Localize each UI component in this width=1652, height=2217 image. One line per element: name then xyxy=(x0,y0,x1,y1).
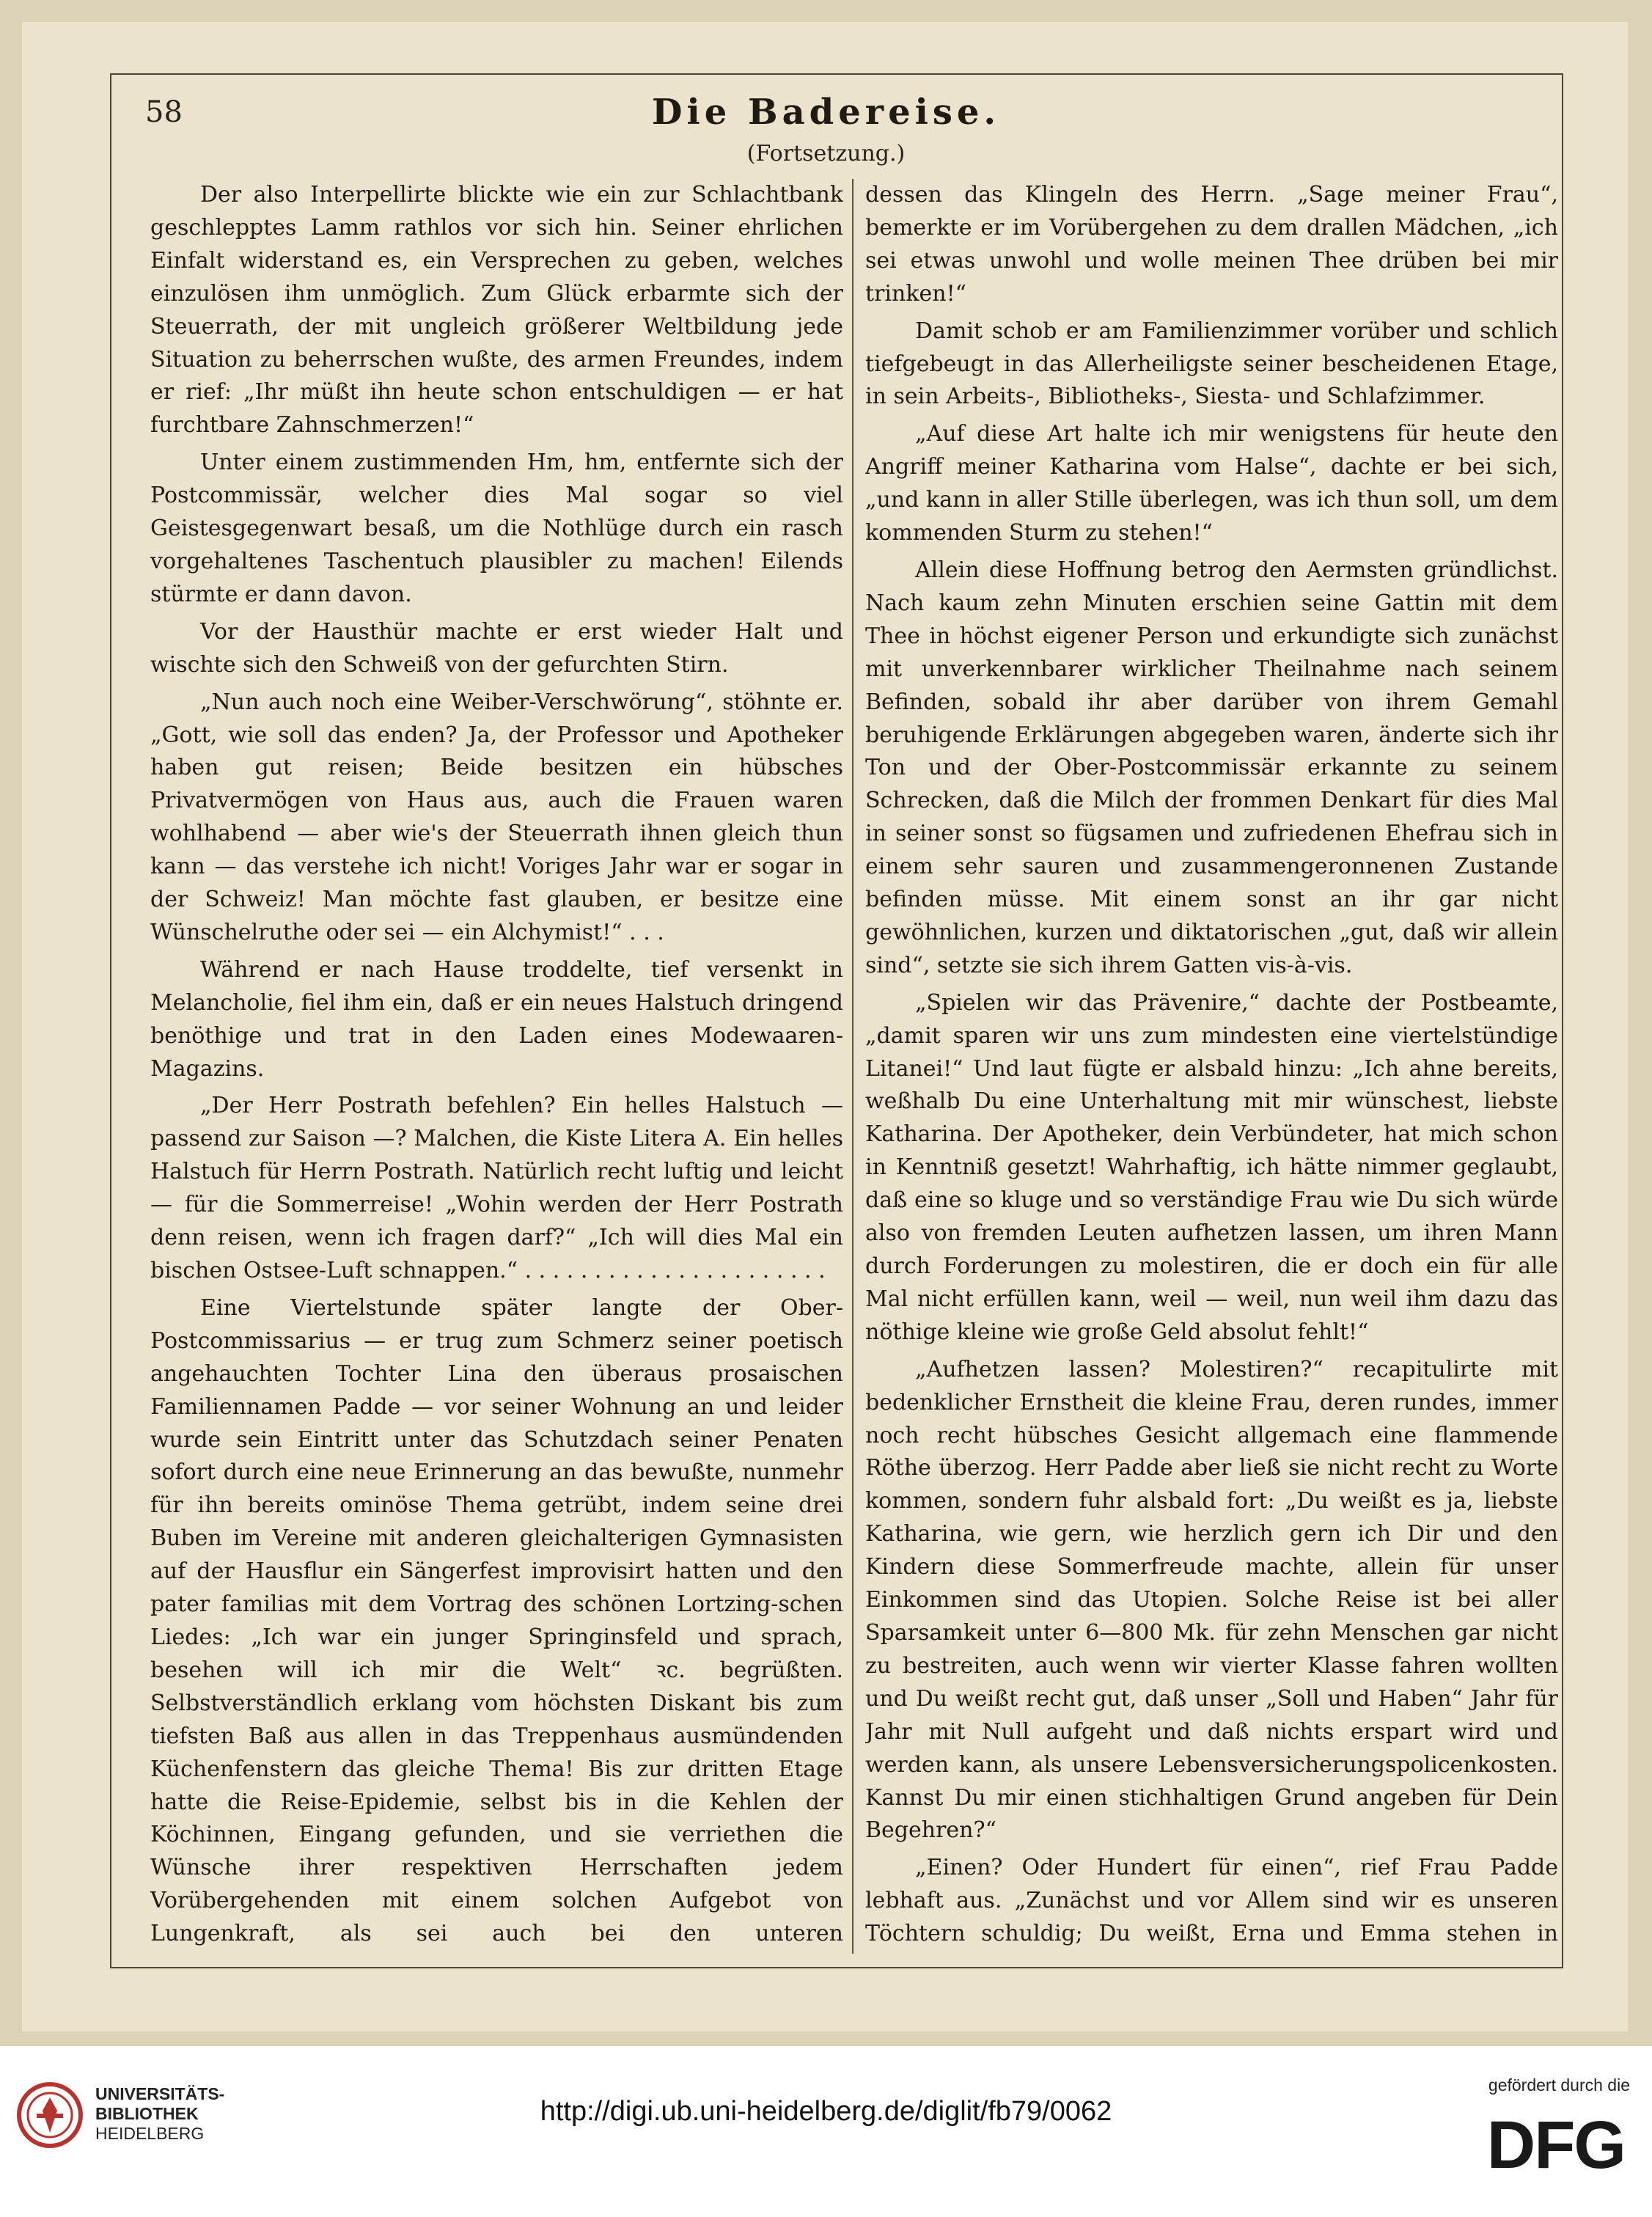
footer-bar xyxy=(0,2046,1652,2217)
library-name-line: HEIDELBERG xyxy=(95,2124,205,2143)
paragraph: Der also Interpellirte blickte wie ein zur Schlachtbank geschlepptes Lamm rathlos vor sich hin. Seiner ehrlichen Einfalt widerstand es, ein Versprechen zu geben, welches einzulösen ihm unmöglich. Zum Glück erbarmte sich der Steuerrath, der mit ungleich größerer Weltbildung jede Situation zu beherrschen wußte, des armen Freundes, indem er rief: „Ihr müßt ihn heute schon entschuldigen — er hat furchtbare Zahnschmerzen!“ xyxy=(150,182,843,439)
right-text-column xyxy=(865,179,1558,1954)
paragraph: „Der Herr Postrath befehlen? Ein helles Halstuch — passend zur Saison —? Malchen, die Kiste Litera A. Ein helles Halstuch für Herrn Postrath. Natürlich recht luftig und leicht — für die Sommerreise! „Wohin werden der Herr Postrath denn reisen, wenn ich fragen darf?“ „Ich will dies Mal ein bischen Ostsee-Luft schnappen.“ . . . . . . . . . . . . . . . . . . . . . . xyxy=(150,1093,843,1283)
permalink-url[interactable]: http://digi.ub.uni-heidelberg.de/diglit/fb79/0062 xyxy=(540,2096,1112,2127)
left-text-column xyxy=(150,179,843,1954)
paragraph: Eine Viertelstunde später langte der Ober-Postcommissarius — er trug zum Schmerz seiner poetisch angehauchten Tochter Lina den überaus prosaischen Familiennamen Padde — vor seiner Wohnung an und leider wurde sein Eintritt unter das Schutzdach seiner Penaten sofort durch eine neue Erinnerung an das bewußte, nunmehr für ihn bereits ominöse Thema getrübt, indem seine drei Buben im Vereine mit anderen gleichalterigen Gymnasisten auf der Hausflur ein Sängerfest improvisirt hatten und den pater familias mit dem Vortrag des schönen Lortzing-schen Liedes: „Ich war ein junger Springinsfeld und sprach, besehen will ich mir die Welt“ ꝛc. begrüßten. Selbstverständlich erklang vom höchsten Diskant bis zum tiefsten Baß aus allen in das Treppenhaus ausmündenden Küchenfenstern das gleiche Thema! Bis zur dritten Etage hatte die Reise-Epidemie, selbst bis in die Kehlen der Köchinnen, Eingang gefunden, und sie verriethen die Wünsche ihrer respektiven Herrschaften jedem Vorübergehenden mit einem solchen Aufgebot von Lungenkraft, als sei auch bei den unteren xyxy=(150,1294,843,1947)
paragraph: Vor der Hausthür machte er erst wieder Halt und wischte sich den Schweiß von der gefurchten Stirn. xyxy=(150,618,843,678)
paragraph: Damit schob er am Familienzimmer vorüber und schlich tiefgebeugt in das Allerheiligste seiner bescheidenen Etage, in sein Arbeits-, Bibliotheks-, Siesta- und Schlafzimmer. xyxy=(865,318,1558,410)
library-name-line: UNIVERSITÄTS- xyxy=(95,2084,225,2103)
library-name-line: BIBLIOTHEK xyxy=(95,2104,199,2123)
page-number: 58 xyxy=(145,95,183,129)
paragraph: Allein diese Hoffnung betrog den Aermsten gründlichst. Nach kaum zehn Minuten erschien seine Gattin mit dem Thee in höchst eigener Person und erkundigte sich zunächst mit unverkennbarer wirklicher Theilnahme nach seinem Befinden, sobald ihr aber darüber von ihrem Gemahl beruhigende Erklärungen abgegeben waren, änderte sich ihr Ton und der Ober-Postcommissär erkannte zu seinem Schrecken, daß die Milch der frommen Denkart für dies Mal in seiner sonst so fügsamen und zufriedenen Ehefrau sich in einem sehr sauren und zusammengeronnenen Zustande befinden müsse. Mit einem sonst an ihr gar nicht gewöhnlichen, kurzen und diktatorischen „gut, daß wir allein sind“, setzte sie sich ihrem Gatten vis-à-vis. xyxy=(865,557,1558,978)
column-divider xyxy=(852,179,853,1954)
article-title: Die Badereise. xyxy=(651,92,1001,133)
paragraph: „Auf diese Art halte ich mir wenigstens für heute den Angriff meiner Katharina vom Halse“, dachte er bei sich, „und kann in aller Stille überlegen, was ich thun soll, um dem kommenden Sturm zu stehen!“ xyxy=(865,421,1558,546)
funding-note: gefördert durch die xyxy=(1488,2075,1630,2095)
paragraph: Während er nach Hause troddelte, tief versenkt in Melancholie, fiel ihm ein, daß er ein neues Halstuch dringend benöthige und trat in den Laden eines Modewaaren-Magazins. xyxy=(150,956,843,1082)
paragraph: „Aufhetzen lassen? Molestiren?“ recapitulirte mit bedenklicher Ernstheit die kleine Frau, deren rundes, immer noch recht hübsches Gesicht allgemach eine flammende Röthe überzog. Herr Padde aber ließ sie nicht recht zu Worte kommen, sondern fuhr alsbald fort: „Du weißt es ja, liebste Katharina, wie gern, wie herzlich gern ich Dir und den Kindern diese Sommerfreude machte, allein für unser Einkommen sind das Utopien. Solche Reise ist bei aller Sparsamkeit unter 6—800 Mk. für zehn Menschen gar nicht zu bestreiten, auch wenn wir vierter Klasse fahren wollten und Du weißt recht gut, daß unser „Soll und Haben“ Jahr für Jahr mit Null aufgeht und daß nichts erspart wird und werden kann, als unsere Lebensversicherungspolicenkosten. Kannst Du mir einen stichhaltigen Grund angeben für Dein Begehren?“ xyxy=(865,1356,1558,1844)
dfg-logo[interactable] xyxy=(1475,2111,1629,2177)
article-subtitle: (Fortsetzung.) xyxy=(746,141,906,166)
paragraph: „Einen? Oder Hundert für einen“, rief Frau Padde lebhaft aus. „Zunächst und vor Allem sind wir es unseren Töchtern schuldig; Du weißt, Erna und Emma stehen in xyxy=(865,1855,1558,1947)
paragraph: „Nun auch noch eine Weiber-Verschwörung“, stöhnte er. „Gott, wie soll das enden? Ja, der Professor und Apotheker haben gut reisen; Beide besitzen ein hübsches Privatvermögen von Haus aus, auch die Frauen waren wohlhabend — aber wie's der Steuerrath ihnen gleich thun kann — das verstehe ich nicht! Voriges Jahr war er sogar in der Schweiz! Man möchte fast glauben, er besitze eine Wünschelruthe oder sei — ein Alchymist!“ . . . xyxy=(150,689,843,945)
paragraph: „Spielen wir das Prävenire,“ dachte der Postbeamte, „damit sparen wir uns zum mindesten eine viertelstündige Litanei!“ Und laut fügte er alsbald hinzu: „Ich ahne bereits, weßhalb Du eine Unterhaltung mit mir wünschest, liebste Katharina. Der Apotheker, dein Verbündeter, hat mich schon in Kenntniß gesetzt! Wahrhaftig, ich hätte nimmer geglaubt, daß eine so kluge und so verständige Frau wie Du sich würde also von fremden Leuten aufhetzen lassen, um ihren Mann durch Forderungen zu molestiren, die er doch ein für alle Mal nicht erfüllen kann, weil — weil, nun weil ihm dazu das nöthige kleine wie große Geld absolut fehlt!“ xyxy=(865,989,1558,1345)
dfg-logo-text: DFG xyxy=(1486,2111,1625,2177)
paragraph: dessen das Klingeln des Herrn. „Sage meiner Frau“, bemerkte er im Vorübergehen zu dem drallen Mädchen, „ich sei etwas unwohl und wolle meinen Thee drüben bei mir trinken!“ xyxy=(865,182,1558,307)
paragraph: Unter einem zustimmenden Hm, hm, entfernte sich der Postcommissär, welcher dies Mal sogar so viel Geistesgegenwart besaß, um die Nothlüge durch ein rasch vorgehaltenes Taschentuch plausibler zu machen! Eilends stürmte er dann davon. xyxy=(150,450,843,607)
